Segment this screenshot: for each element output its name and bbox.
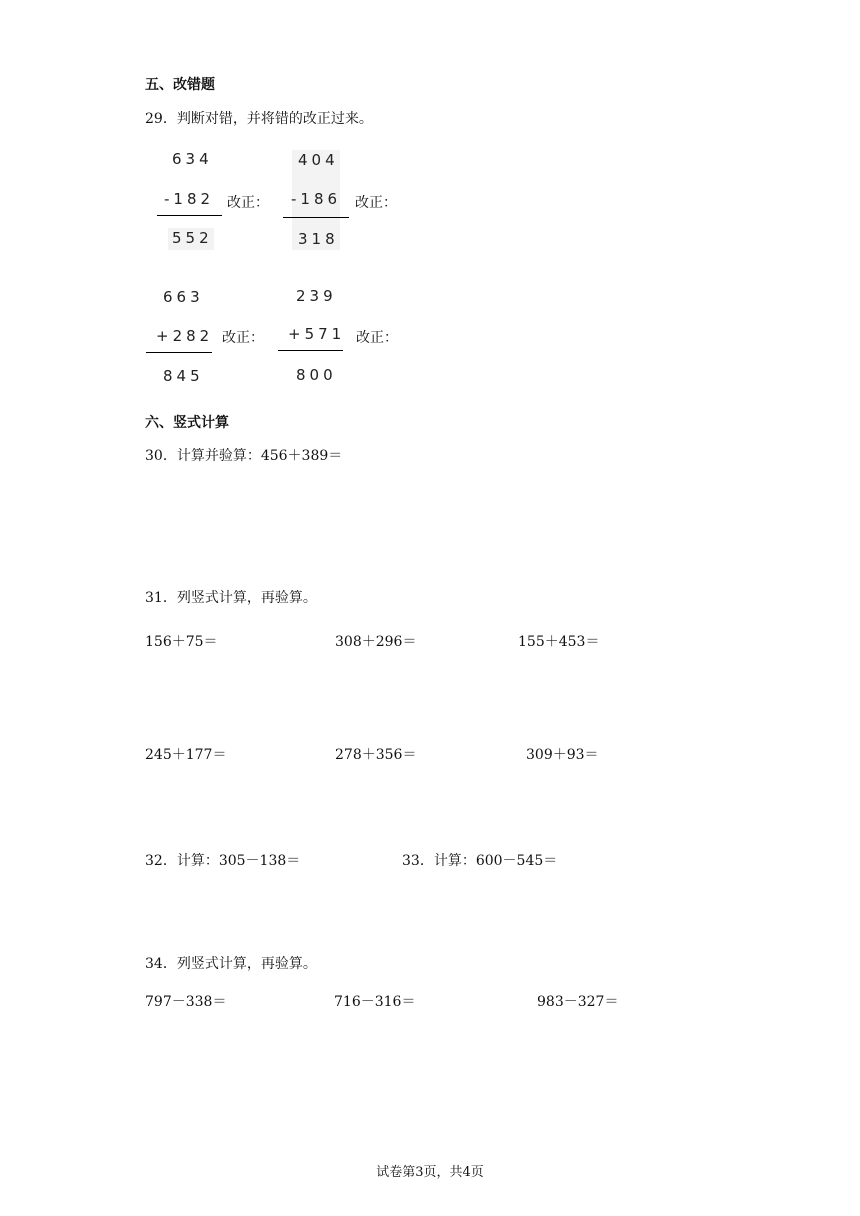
problem-2-line [283, 217, 349, 218]
q31-item-6: 309＋93＝ [526, 747, 599, 763]
problem-2-operand: -186 [291, 190, 342, 208]
problem-1-top: 634 [172, 150, 213, 168]
problem-4-top: 239 [296, 287, 337, 305]
question-33: 33．计算：600－545＝ [402, 853, 558, 869]
problem-3-top: 663 [163, 288, 204, 306]
section-5-heading: 五、改错题 [145, 77, 215, 93]
question-32: 32．计算：305－138＝ [145, 853, 301, 869]
problem-1-line [157, 215, 222, 216]
problem-1-result: 552 [172, 229, 213, 247]
page-footer: 试卷第3页，共4页 [376, 1165, 484, 1180]
q31-item-1: 156＋75＝ [145, 634, 218, 650]
question-31: 31．列竖式计算，再验算。 [145, 590, 317, 606]
question-34: 34．列竖式计算，再验算。 [145, 956, 317, 972]
problem-3-operand: +282 [156, 327, 214, 345]
q31-item-4: 245＋177＝ [145, 747, 227, 763]
question-30: 30．计算并验算：456＋389＝ [145, 448, 343, 464]
problem-2-correction-label: 改正： [355, 195, 397, 211]
q34-item-1: 797－338＝ [145, 994, 227, 1010]
problem-3-correction-label: 改正： [222, 330, 264, 346]
q31-item-5: 278＋356＝ [335, 747, 417, 763]
problem-3-line [146, 352, 212, 353]
q34-item-3: 983－327＝ [537, 994, 619, 1010]
section-6-heading: 六、竖式计算 [145, 415, 229, 431]
question-29: 29．判断对错，并将错的改正过来。 [145, 111, 373, 127]
problem-2-result: 318 [298, 230, 339, 248]
q34-item-2: 716－316＝ [334, 994, 416, 1010]
problem-4-correction-label: 改正： [356, 330, 398, 346]
problem-1-correction-label: 改正： [227, 195, 269, 211]
problem-2-top: 404 [298, 151, 339, 169]
problem-4-line [278, 350, 343, 351]
problem-4-operand: +571 [288, 325, 346, 343]
problem-3-result: 845 [163, 367, 204, 385]
problem-4-result: 800 [296, 366, 337, 384]
problem-1-operand: -182 [164, 190, 215, 208]
q31-item-2: 308＋296＝ [335, 634, 417, 650]
q31-item-3: 155＋453＝ [518, 634, 600, 650]
